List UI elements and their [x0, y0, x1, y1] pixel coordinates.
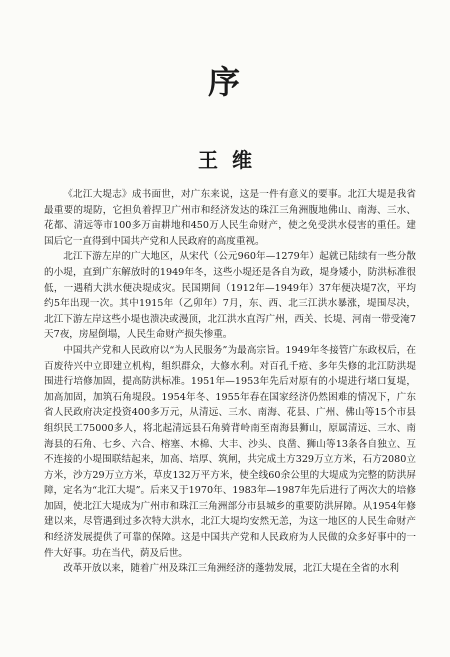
- paragraph: 北江下游左岸的广大地区，从宋代（公元960年—1279年）起就已陆续有一些分散的小堤，直到广东解放时的1949年冬，这些小堤还是各自为政，堤身矮小，防洪标准很低，一遇稍大洪水便决堤成灾。民国期间（1912年—1949年）37年便决堤7次，平均约5年出现一次。其中1915年（乙卯年）7月，东、西、北三江洪水暴涨，堤围尽决，北江下游左岸这些小堤也溃决或漫顶，北江洪水直泻广州，西关、长堤、河南一带受淹7天7夜，房屋倒塌，人民生命财产损失惨重。: [44, 251, 416, 341]
- paragraph: 中国共产党和人民政府以“为人民服务”为最高宗旨。1949年冬接管广东政权后，在百废待兴中立即建立机构，组织群众，大修水利。对百孔千疮、多年失修的北江防洪堤围进行培修加固，提高防洪标准。1951年—1953年先后对原有的小堤进行堵口复堤，加高加固，加筑石角堤段。1954年冬、1955年春在国家经济仍然困难的情况下，广东省人民政府决定投资400多万元，从清远、三水、南海、花县、广州、佛山等15个市县组织民工75000多人，将北起清远县石角骑背岭南至南海县狮山，原属清远、三水、南海县的石角、七乡、六合、榕塞、木棉、大丰、沙头、良凿、狮山等13条各自独立、互不连接的小堤围联结起来，加高、培厚、筑闸，共完成土方329万立方米，石方2080立方米，沙方29万立方米，草皮132万平方米，使全线60余公里的大堤成为完整的防洪屏障，定名为“北江大堤”。后来又于1970年、1983年—1987年先后进行了两次大的培修加固，使北江大堤成为广州市和珠江三角洲部分市县城乡的重要防洪屏障。从1954年修建以来，尽管遇到过多次特大洪水，北江大堤均安然无恙，为这一地区的人民生命财产和经济发展提供了可靠的保障。这是中国共产党和人民政府为人民做的众多好事中的一件大好事。功在当代，荫及后世。: [44, 344, 416, 559]
- body-text: [44, 187, 416, 577]
- author-name: 王维: [198, 148, 266, 172]
- paragraph: 《北江大堤志》成书面世，对广东来说，这是一件有意义的要事。北江大堤是我省最重要的堤防，它担负着捍卫广州市和经济发达的珠江三角洲腹地佛山、南海、三水、花都、清远等市100多万亩耕地和450万人民生命财产，使之免受洪水侵害的重任。建国后它一直得到中国共产党和人民政府的高度重视。: [44, 189, 416, 247]
- paragraph: 改革开放以来，随着广州及珠江三角洲经济的蓬勃发展，北江大堤在全省的水利: [63, 563, 399, 575]
- page-title: 序: [207, 63, 242, 101]
